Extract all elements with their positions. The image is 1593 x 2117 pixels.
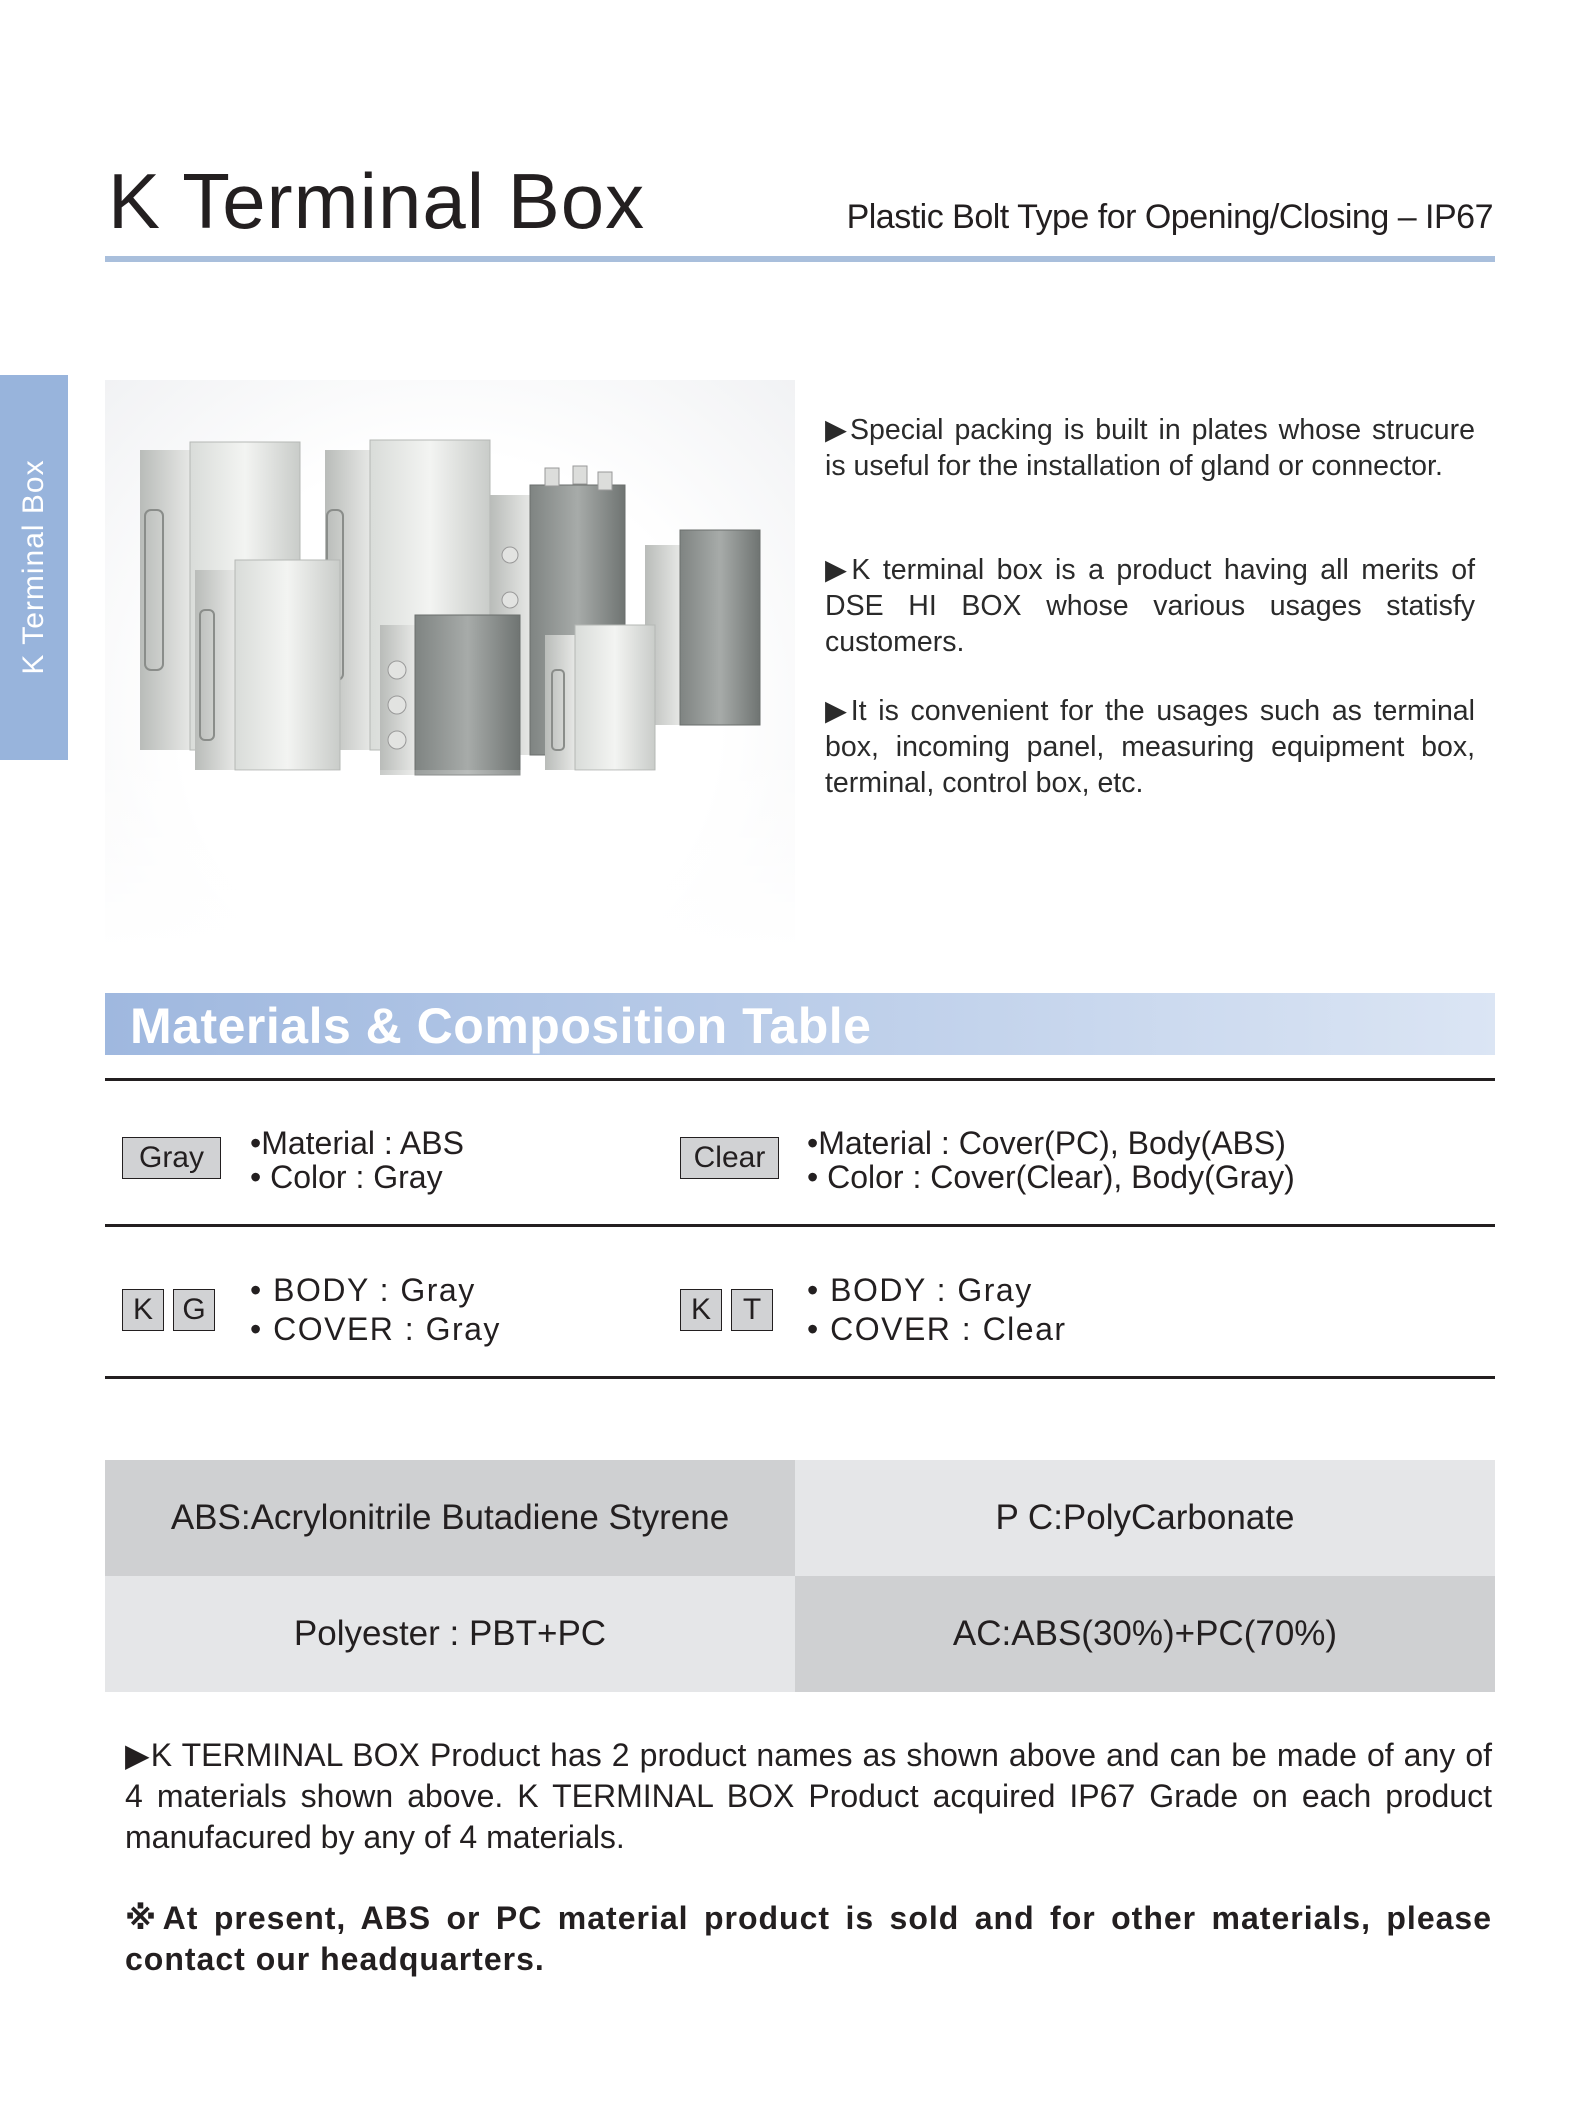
header-divider — [105, 256, 1495, 262]
material-tag-clear: Clear — [680, 1137, 779, 1179]
composition-kt-line-1: • BODY : Gray — [807, 1272, 1033, 1308]
note-product-names: ▶K TERMINAL BOX Product has 2 product names as shown above and can be made of any of 4 materials shown above. K TERMINAL BOX Product acquired IP67 Grade on each product manufacured by any of 4 materials. — [125, 1737, 1492, 1855]
composition-kt-letter-k: K — [680, 1289, 722, 1331]
composition-kg-line-1: • BODY : Gray — [250, 1272, 476, 1308]
note-availability: ※At present, ABS or PC material product is sold and for other materials, please contact our headquarters. — [125, 1900, 1492, 1977]
table-bottom-rule — [105, 1376, 1495, 1379]
description-paragraph-1: ▶Special packing is built in plates whose strucure is useful for the installation of gland or connector. — [825, 414, 1475, 482]
materials-table — [105, 1460, 1495, 1692]
terminal-boxes-illustration — [105, 380, 795, 950]
material-gray-line-2: • Color : Gray — [250, 1159, 443, 1195]
composition-kg-letter-k: K — [122, 1289, 164, 1331]
section-title: Materials & Composition Table — [130, 998, 872, 1054]
table-cell-polyester: Polyester : PBT+PC — [105, 1576, 795, 1692]
composition-kt-line-2: • COVER : Clear — [807, 1311, 1067, 1347]
material-tag-gray: Gray — [122, 1137, 221, 1179]
side-tab-label: K Terminal Box — [17, 459, 50, 675]
table-cell-pc: P C:PolyCarbonate — [795, 1460, 1495, 1576]
material-clear-line-2: • Color : Cover(Clear), Body(Gray) — [807, 1159, 1295, 1195]
table-cell-ac: AC:ABS(30%)+PC(70%) — [795, 1576, 1495, 1692]
composition-kg-line-2: • COVER : Gray — [250, 1311, 501, 1347]
composition-kt-letter-t: T — [731, 1289, 773, 1331]
description-paragraph-3: ▶It is convenient for the usages such as terminal box, incoming panel, measuring equipment box, terminal, control box, etc. — [825, 695, 1475, 799]
table-cell-abs: ABS:Acrylonitrile Butadiene Styrene — [105, 1460, 795, 1576]
material-gray-line-1: •Material : ABS — [250, 1125, 464, 1161]
page-title: K Terminal Box — [108, 157, 646, 245]
material-clear-line-1: •Material : Cover(PC), Body(ABS) — [807, 1125, 1286, 1161]
table-middle-rule — [105, 1224, 1495, 1227]
page-subtitle: Plastic Bolt Type for Opening/Closing – IP67 — [846, 198, 1493, 236]
product-photo — [105, 380, 795, 950]
description-paragraph-2: ▶K terminal box is a product having all merits of DSE HI BOX whose various usages statisfy customers. — [825, 554, 1475, 658]
table-top-rule — [105, 1078, 1495, 1081]
composition-kg-letter-g: G — [173, 1289, 215, 1331]
